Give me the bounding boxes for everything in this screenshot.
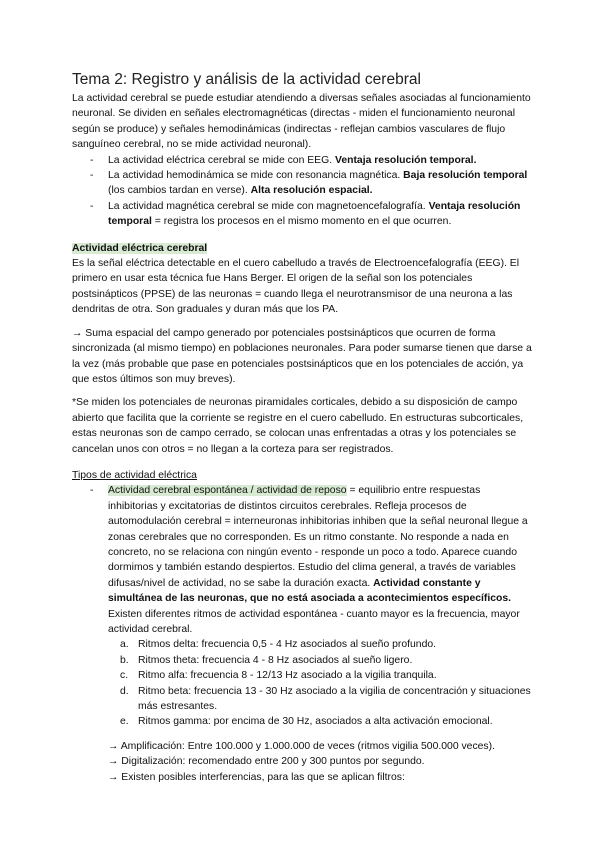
highlighted-term: Actividad cerebral espontánea / actividad de reposo xyxy=(108,485,347,497)
item-text: Ritmo alfa: frecuencia 8 - 12/13 Hz asociado a la vigilia tranquila. xyxy=(138,670,437,682)
arrow-note: → Digitalización: recomendado entre 200 y 300 puntos por segundo. xyxy=(108,756,425,768)
list-item xyxy=(108,637,532,652)
list-marker: a. xyxy=(120,639,129,651)
rhythm-list xyxy=(108,637,532,729)
item-bold: Alta resolución espacial. xyxy=(250,185,373,197)
list-item xyxy=(72,483,532,730)
paragraph: → Suma espacial del campo generado por potenciales postsinápticos que ocurren de forma sincronizada (al mismo tiempo) en poblaciones neuronales. Para poder sumarse tienen que darse a la vez (más probable que pase en potenciales postsinápticos que en los potenciales de acción, ya que estos últimos son muy breves). xyxy=(72,327,532,385)
item-text: = equilibrio entre respuestas inhibitorias y excitatorias de distintos circuitos cerebrales. Refleja procesos de automodulación cerebral = interneuronas inhibitorias inhiben que la señal neuronal llegue a zonas cerebrales que no corresponden. Es un ritmo constante. No responde a nada en concreto, no se relaciona con ningún evento - responde un poco a todo. Aparece cuando dormimos y también estando despiertos. Estudio del clima general, a través de variables difusas/nivel de actividad, no se sabe la duración exacta. xyxy=(108,485,528,589)
item-text: Ritmo beta: frecuencia 13 - 30 Hz asociado a la vigilia de concentración y situaciones más estresantes. xyxy=(138,685,531,713)
item-bold: Baja resolución temporal xyxy=(403,170,528,182)
activity-types-list xyxy=(72,483,532,730)
list-item xyxy=(72,199,532,230)
list-item xyxy=(72,153,532,168)
item-bold: Ventaja resolución temporal xyxy=(108,200,521,228)
item-text: Ritmos delta: frecuencia 0,5 - 4 Hz asociados al sueño profundo. xyxy=(138,639,437,651)
list-item xyxy=(108,684,532,715)
document-page xyxy=(72,70,532,785)
list-item xyxy=(72,168,532,199)
item-text: Ritmos theta: frecuencia 4 - 8 Hz asociados al sueño ligero. xyxy=(138,654,413,666)
paragraph: *Se miden los potenciales de neuronas piramidales corticales, debido a su disposición de campo abierto que facilita que la corriente se registre en el cuero cabelludo. En estructuras subcorticales, estas neuronas son de campo cerrado, se colocan unas enfrentadas a otras y los potenciales se cancelan unos con otros = no llegan a la corteza para ser registrados. xyxy=(72,397,524,455)
list-marker: d. xyxy=(120,685,129,697)
list-item xyxy=(108,714,532,729)
list-marker: b. xyxy=(120,654,129,666)
paragraph: Es la señal eléctrica detectable en el cuero cabelludo a través de Electroencefalografía (EEG). El primero en usar esta técnica fue Hans Berger. El origen de la señal son los potenciales postsinápticos (PPSE) de las neuronas = cuando llega el neurotransmisor de una neurona a las dendritas de otra. Son graduales y duran más que los PA. xyxy=(72,258,520,316)
intro-paragraph: La actividad cerebral se puede estudiar atendiendo a diversas señales asociadas al funcionamiento neuronal. Se dividen en señales electromagnéticas (directas - miden el funcionamiento neuronal según se produce) y señales hemodinámicas (indirectas - reflejan cambios vasculares de flujo sanguíneo cerebral, no se mide actividad neuronal). xyxy=(72,93,531,151)
subsection-heading: Tipos de actividad eléctrica xyxy=(72,469,197,481)
item-text: La actividad hemodinámica se mide con resonancia magnética. xyxy=(108,170,404,182)
item-text: La actividad eléctrica cerebral se mide con EEG. xyxy=(108,154,335,166)
item-rest: = registra los procesos en el mismo momento en el que ocurren. xyxy=(151,216,452,228)
item-bold: Ventaja resolución temporal. xyxy=(334,154,477,166)
list-marker: c. xyxy=(120,670,129,682)
list-marker: e. xyxy=(120,716,129,728)
list-item xyxy=(108,653,532,668)
list-item xyxy=(108,668,532,683)
item-rest: (los cambios tardan en verse). xyxy=(108,185,251,197)
measurement-list xyxy=(72,153,532,230)
item-bold: Actividad constante y simultánea de las neuronas, que no está asociada a acontecimientos específicos. xyxy=(108,577,512,605)
item-text: Ritmos gamma: por encima de 30 Hz, asociados a alta activación emocional. xyxy=(138,716,493,728)
page-title: Tema 2: Registro y análisis de la actividad cerebral xyxy=(72,71,421,88)
section-heading-text: Actividad eléctrica cerebral xyxy=(72,242,208,254)
arrow-note: → Existen posibles interferencias, para las que se aplican filtros: xyxy=(108,771,405,783)
item-text: La actividad magnética cerebral se mide con magnetoencefalografía. xyxy=(108,200,429,212)
item-text: Existen diferentes ritmos de actividad espontánea - cuanto mayor es la frecuencia, mayor actividad cerebral. xyxy=(108,608,520,635)
arrow-notes xyxy=(72,739,532,785)
arrow-note: → Amplificación: Entre 100.000 y 1.000.000 de veces (ritmos vigilia 500.000 veces). xyxy=(108,740,495,752)
section-heading xyxy=(72,241,532,256)
